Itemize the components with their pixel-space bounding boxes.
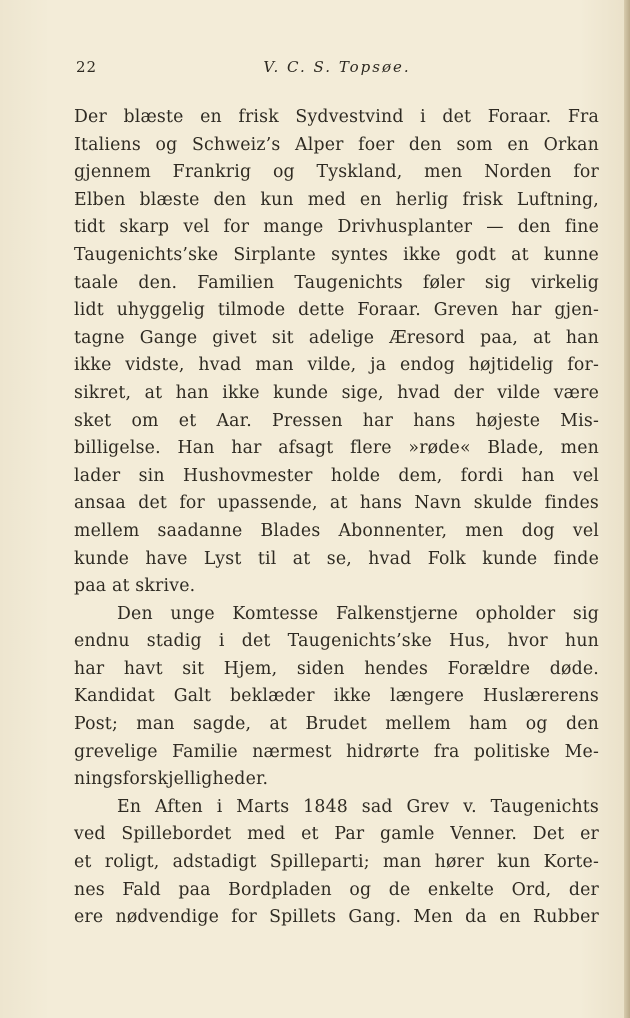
running-title: V. C. S. Topsøe. bbox=[263, 58, 411, 76]
text-line: Elben blæste den kun med en herlig frisk Luftning, bbox=[74, 189, 599, 210]
text-line: lidt uhyggelig tilmode dette Foraar. Greven har gjen- bbox=[74, 300, 599, 321]
text-line: har havt sit Hjem, siden hendes Forældre døde. bbox=[74, 658, 599, 679]
text-line: En Aften i Marts 1848 sad Grev v. Taugenichts bbox=[117, 796, 599, 817]
text-line: Kandidat Galt beklæder ikke længere Huslærerens bbox=[74, 686, 599, 707]
text-line: Italiens og Schweiz’s Alper foer den som en Orkan bbox=[74, 134, 599, 155]
text-line: tidt skarp vel for mange Drivhusplanter — den fine bbox=[74, 217, 599, 238]
text-line: endnu stadig i det Taugenichts’ske Hus, hvor hun bbox=[74, 631, 599, 652]
text-line: lader sin Hushovmester holde dem, fordi han vel bbox=[74, 465, 599, 486]
text-line: grevelige Familie nærmest hidrørte fra politiske Me- bbox=[74, 741, 599, 762]
text-line: billigelse. Han har afsagt flere »røde« Blade, men bbox=[74, 438, 599, 459]
body-text bbox=[74, 104, 599, 932]
text-line: tagne Gange givet sit adelige Æresord paa, at han bbox=[74, 327, 599, 348]
text-line: nes Fald paa Bordpladen og de enkelte Ord, der bbox=[74, 879, 599, 900]
page-number: 22 bbox=[76, 58, 98, 76]
text-line: ikke vidste, hvad man vilde, ja endog højtidelig for- bbox=[74, 355, 599, 376]
text-line: Der blæste en frisk Sydvestvind i det Foraar. Fra bbox=[74, 107, 599, 127]
text-line: ved Spillebordet med et Par gamle Venner. Det er bbox=[74, 824, 599, 845]
page-edge-shadow bbox=[624, 0, 630, 1018]
text-line: mellem saadanne Blades Abonnenter, men dog vel bbox=[74, 520, 599, 541]
text-line: gjennem Frankrig og Tyskland, men Norden for bbox=[74, 162, 599, 183]
text-line: Den unge Komtesse Falkenstjerne opholder sig bbox=[117, 603, 599, 624]
text-line: sket om et Aar. Pressen har hans højeste Mis- bbox=[74, 410, 599, 431]
text-line: ningsforskjelligheder. bbox=[74, 769, 269, 790]
text-line: sikret, at han ikke kunde sige, hvad der vilde være bbox=[74, 382, 599, 403]
text-line: paa at skrive. bbox=[74, 576, 196, 597]
text-line: taale den. Familien Taugenichts føler sig virkelig bbox=[74, 272, 599, 293]
running-head bbox=[76, 58, 598, 82]
text-line: ansaa det for upassende, at hans Navn skulde findes bbox=[74, 493, 599, 514]
text-line: ere nødvendige for Spillets Gang. Men da en Rubber bbox=[74, 907, 599, 928]
text-line: kunde have Lyst til at se, hvad Folk kunde finde bbox=[74, 548, 599, 569]
text-line: Post; man sagde, at Brudet mellem ham og den bbox=[74, 714, 599, 735]
text-line: et roligt, adstadigt Spilleparti; man hører kun Korte- bbox=[74, 852, 599, 873]
text-line: Taugenichts’ske Sirplante syntes ikke godt at kunne bbox=[74, 244, 599, 265]
